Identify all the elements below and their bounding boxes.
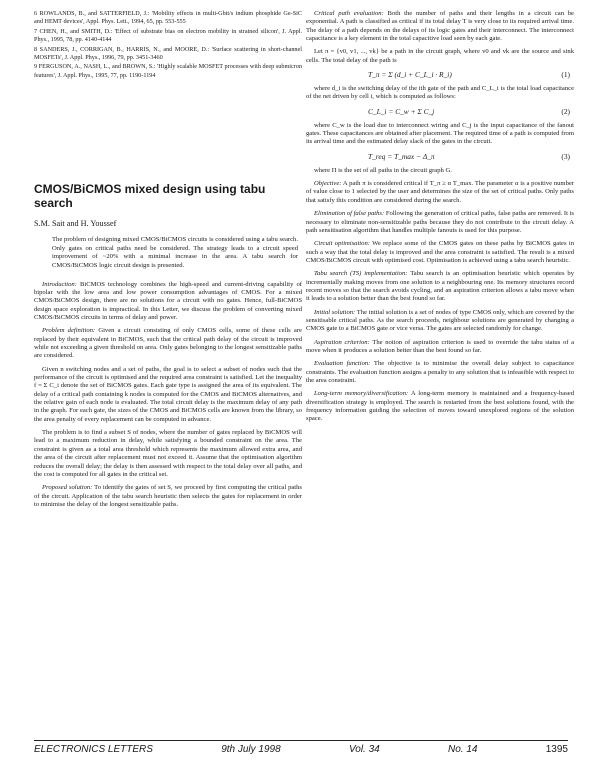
reference-item: 8 SANDERS, J., CORRIGAN, B., HARRIS, N., and MOORE, D.: 'Surface scattering in short-channel MOSFETs', J. Appl. Phys., 1996, 79, pp. 3451-3460 bbox=[34, 45, 302, 62]
paragraph-body: where d_i is the switching delay of the ith gate of the path and C_L_i is the total load capacitance of the net driven by cell i, which is computed as follows: bbox=[306, 85, 574, 101]
reference-item: 7 CHEN, H., and SMITH, D.: 'Effect of substrate bias on electron mobility in strained silicon', J. Appl. Phys., 1995, 78, pp. 4140-4144 bbox=[34, 27, 302, 44]
footer-volume: Vol. 34 bbox=[348, 744, 380, 755]
right-column bbox=[306, 10, 574, 429]
paragraph-body: The problem is to find a subset S of nodes, where the number of gates replaced by BiCMOS will lead to a maximum reduction in delay, while satisfying a bounded constraint on the area. The constraint is given as a total area threshold which represents the maximum allowed extra area, and the area of the circuit after replacement must not exceed it. Assume that the optimisation algorithm reduces the overall delay; the delay is then assessed with respect to the total delay over all paths, and the cost is computed for all gates in the critical set. bbox=[34, 429, 302, 478]
equation-lhs: T_req = bbox=[368, 151, 393, 161]
footer-date: 9th July 1998 bbox=[221, 744, 281, 755]
paragraph-body: Given n switching nodes and a set of paths, the goal is to select a subset of nodes such that the performance of the circuit is optimised and the required area constraint is satisfied. Let the inequality f = Σ C_i denote the set of BiCMOS gates. Each gate type is assigned the area of its equivalent. The delay of a critical path containing k nodes is computed for the CMOS and BiCMOS alternatives, and the relative gain of each node is evaluated. The total circuit delay is the maximum delay of any path in the graph. For each gate, the sizes of the CMOS and BiCMOS cells are known from the library, so the area penalty of every replacement can be computed in advance. bbox=[34, 365, 302, 423]
paragraph-objective: Objective: A path π is considered critical if T_π ≥ α T_max. The parameter α is a positive number of value close to 1 selected by the user and determines the size of the set of critical paths. Only paths that satisfy this condition are considered during the search. bbox=[306, 180, 574, 204]
paragraph-tabu-search: Tabu search (TS) implementation: Tabu search is an optimisation heuristic which operates by incrementally making moves from one solution to a neighbouring one. Its memory structures record recent moves so that the search avoids cycling, and an aspiration criterion allows a tabu move when it leads to a solution better than the best found so far. bbox=[306, 270, 574, 303]
paragraph-introduction: Introduction: BiCMOS technology combines the high-speed and current-driving capability of bipolar with the low area and low power consumption advantages of CMOS. For a mixed CMOS/BiCMOS design, there are no solutions for a circuit with no gates. Hence, full-BiCMOS design space exploration is impractical. In this Letter, we discuss the problem of converting mixed CMOS/BiCMOS circuits in terms of delay and power. bbox=[34, 280, 302, 321]
paragraph-problem-definition: Problem definition: Given a circuit consisting of only CMOS cells, some of these cells are replaced by their equivalent in BiCMOS, such that the critical path delay of the circuit is improved while not exceeding a given threshold on area. Only gates belonging to the longest sensitizable paths are considered. bbox=[34, 327, 302, 360]
paragraph-circuit-optimisation: Circuit optimisation: We replace some of the CMOS gates on these paths by BiCMOS gates in such a way that the total delay is improved and the area constraint is satisfied. The result is a mixed CMOS/BiCMOS circuit with optimised cost. Optimisation is achieved using a tabu search heuristic. bbox=[306, 240, 574, 264]
equation-rhs: Σ (d_i + C_L_i · R_i) bbox=[388, 70, 452, 80]
equation-number: (3) bbox=[561, 151, 570, 161]
paragraph-aspiration: Aspiration criterion: The notion of aspiration criterion is used to override the tabu status of a move when it produces a solution better than the best found so far. bbox=[306, 338, 575, 354]
paragraph-false-paths: Elimination of false paths: Following the generation of critical paths, false paths are removed. It is necessary to eliminate non-sensitizable paths because they do not contribute to the circuit delay. A path sensitisation algorithm that handles multiple fanouts is used for this purpose. bbox=[306, 210, 574, 234]
equation-3 bbox=[306, 152, 574, 161]
reference-list bbox=[34, 10, 302, 80]
equation-lhs: C_L_i = bbox=[368, 106, 394, 116]
equation-lhs: T_π = bbox=[368, 70, 387, 80]
article-authors: S.M. Sait and H. Youssef bbox=[34, 219, 117, 229]
paragraph-critical-path: Critical path evaluation: Both the number of paths and their lengths in a circuit can be exponential. A path is classified as critical if its total delay T is very close to its required arrival time. The delay of a path depends on the delays of its logic gates and their interconnect. The interconnect capacitance is a key element in the total capacitive load seen by each gate. bbox=[306, 10, 574, 43]
footer-page-number: 1395 bbox=[545, 744, 568, 755]
reference-item: 9 FERGUSON, A., NASH, L., and BROWN, S.: 'Highly scalable MOSFET processes with deep submicron features', J. Appl. Phys., 1995, 77, pp. 1190-1194 bbox=[34, 63, 302, 79]
equation-1 bbox=[306, 70, 574, 79]
equation-number: (2) bbox=[561, 106, 570, 116]
page-footer bbox=[34, 740, 568, 755]
article-title: CMOS/BiCMOS mixed design using tabu search bbox=[34, 182, 266, 211]
equation-rhs: C_w + Σ C_j bbox=[395, 106, 435, 116]
left-column bbox=[34, 10, 302, 514]
reference-item: 6 ROWLANDS, B., and SATTERFIELD, J.: 'Mobility effects in multi-Gbit/s indium phosphide Ge-SiC and HEMT devices', Appl. Phys. Lett., 1994, 65, pp. 553-555 bbox=[34, 10, 302, 26]
paragraph-body: Let π = {v0, v1, ..., vk} be a path in the circuit graph, where v0 and vk are the source and sink cells. The total delay of the path is bbox=[306, 48, 574, 64]
paragraph-initial-solution: Initial solution: The initial solution is a set of nodes of type CMOS only, which are covered by the sensitisable critical paths. As the search proceeds, neighbour solutions are generated by changing a CMOS gate to a BiCMOS gate or vice versa. The gates are selected randomly for change. bbox=[306, 308, 574, 333]
paragraph-body: where C_w is the load due to interconnect wiring and C_j is the input capacitance of the fanout gates. These capacitances are obtained after placement. The required time of a path is computed from its arrival time and the estimated delay slack of the gates in the circuit. bbox=[306, 121, 574, 146]
footer-journal: ELECTRONICS LETTERS bbox=[34, 744, 153, 755]
paragraph-proposed-solution: Proposed solution: To identify the gates of set S, we proceed by first computing the critical paths of the circuit. Application of the tabu search heuristic then selects the gates for replacement in order to minimise the delay of the longest sensitizable paths. bbox=[34, 484, 302, 508]
equation-2 bbox=[306, 107, 574, 116]
article-abstract: The problem of designing mixed CMOS/BiCMOS circuits is considered using a tabu search. Only gates on critical paths need be considered. The strategy leads to a circuit speed improvement of ~20% with a minimal increase in the area. A tabu search for CMOS/BiCMOS logic circuit design is presented. bbox=[52, 236, 298, 270]
paragraph-evaluation: Evaluation function: The objective is to minimise the overall delay subject to capacitance constraints. The evaluation function assigns a penalty to any solution that is infeasible with respect to the area constraint. bbox=[306, 360, 575, 384]
equation-number: (1) bbox=[561, 70, 570, 80]
footer-number: No. 14 bbox=[447, 744, 478, 755]
paragraph-long-term-memory: Long-term memory/diversification: A long-term memory is maintained and a frequency-based diversification strategy is employed. The search is restarted from the best solutions found, with the frequency information guiding the selection of moves toward unexplored regions of the solution space. bbox=[306, 390, 574, 423]
equation-rhs: T_max − Δ_π bbox=[394, 151, 435, 161]
paragraph-body: where Π is the set of all paths in the circuit graph G. bbox=[314, 166, 452, 174]
